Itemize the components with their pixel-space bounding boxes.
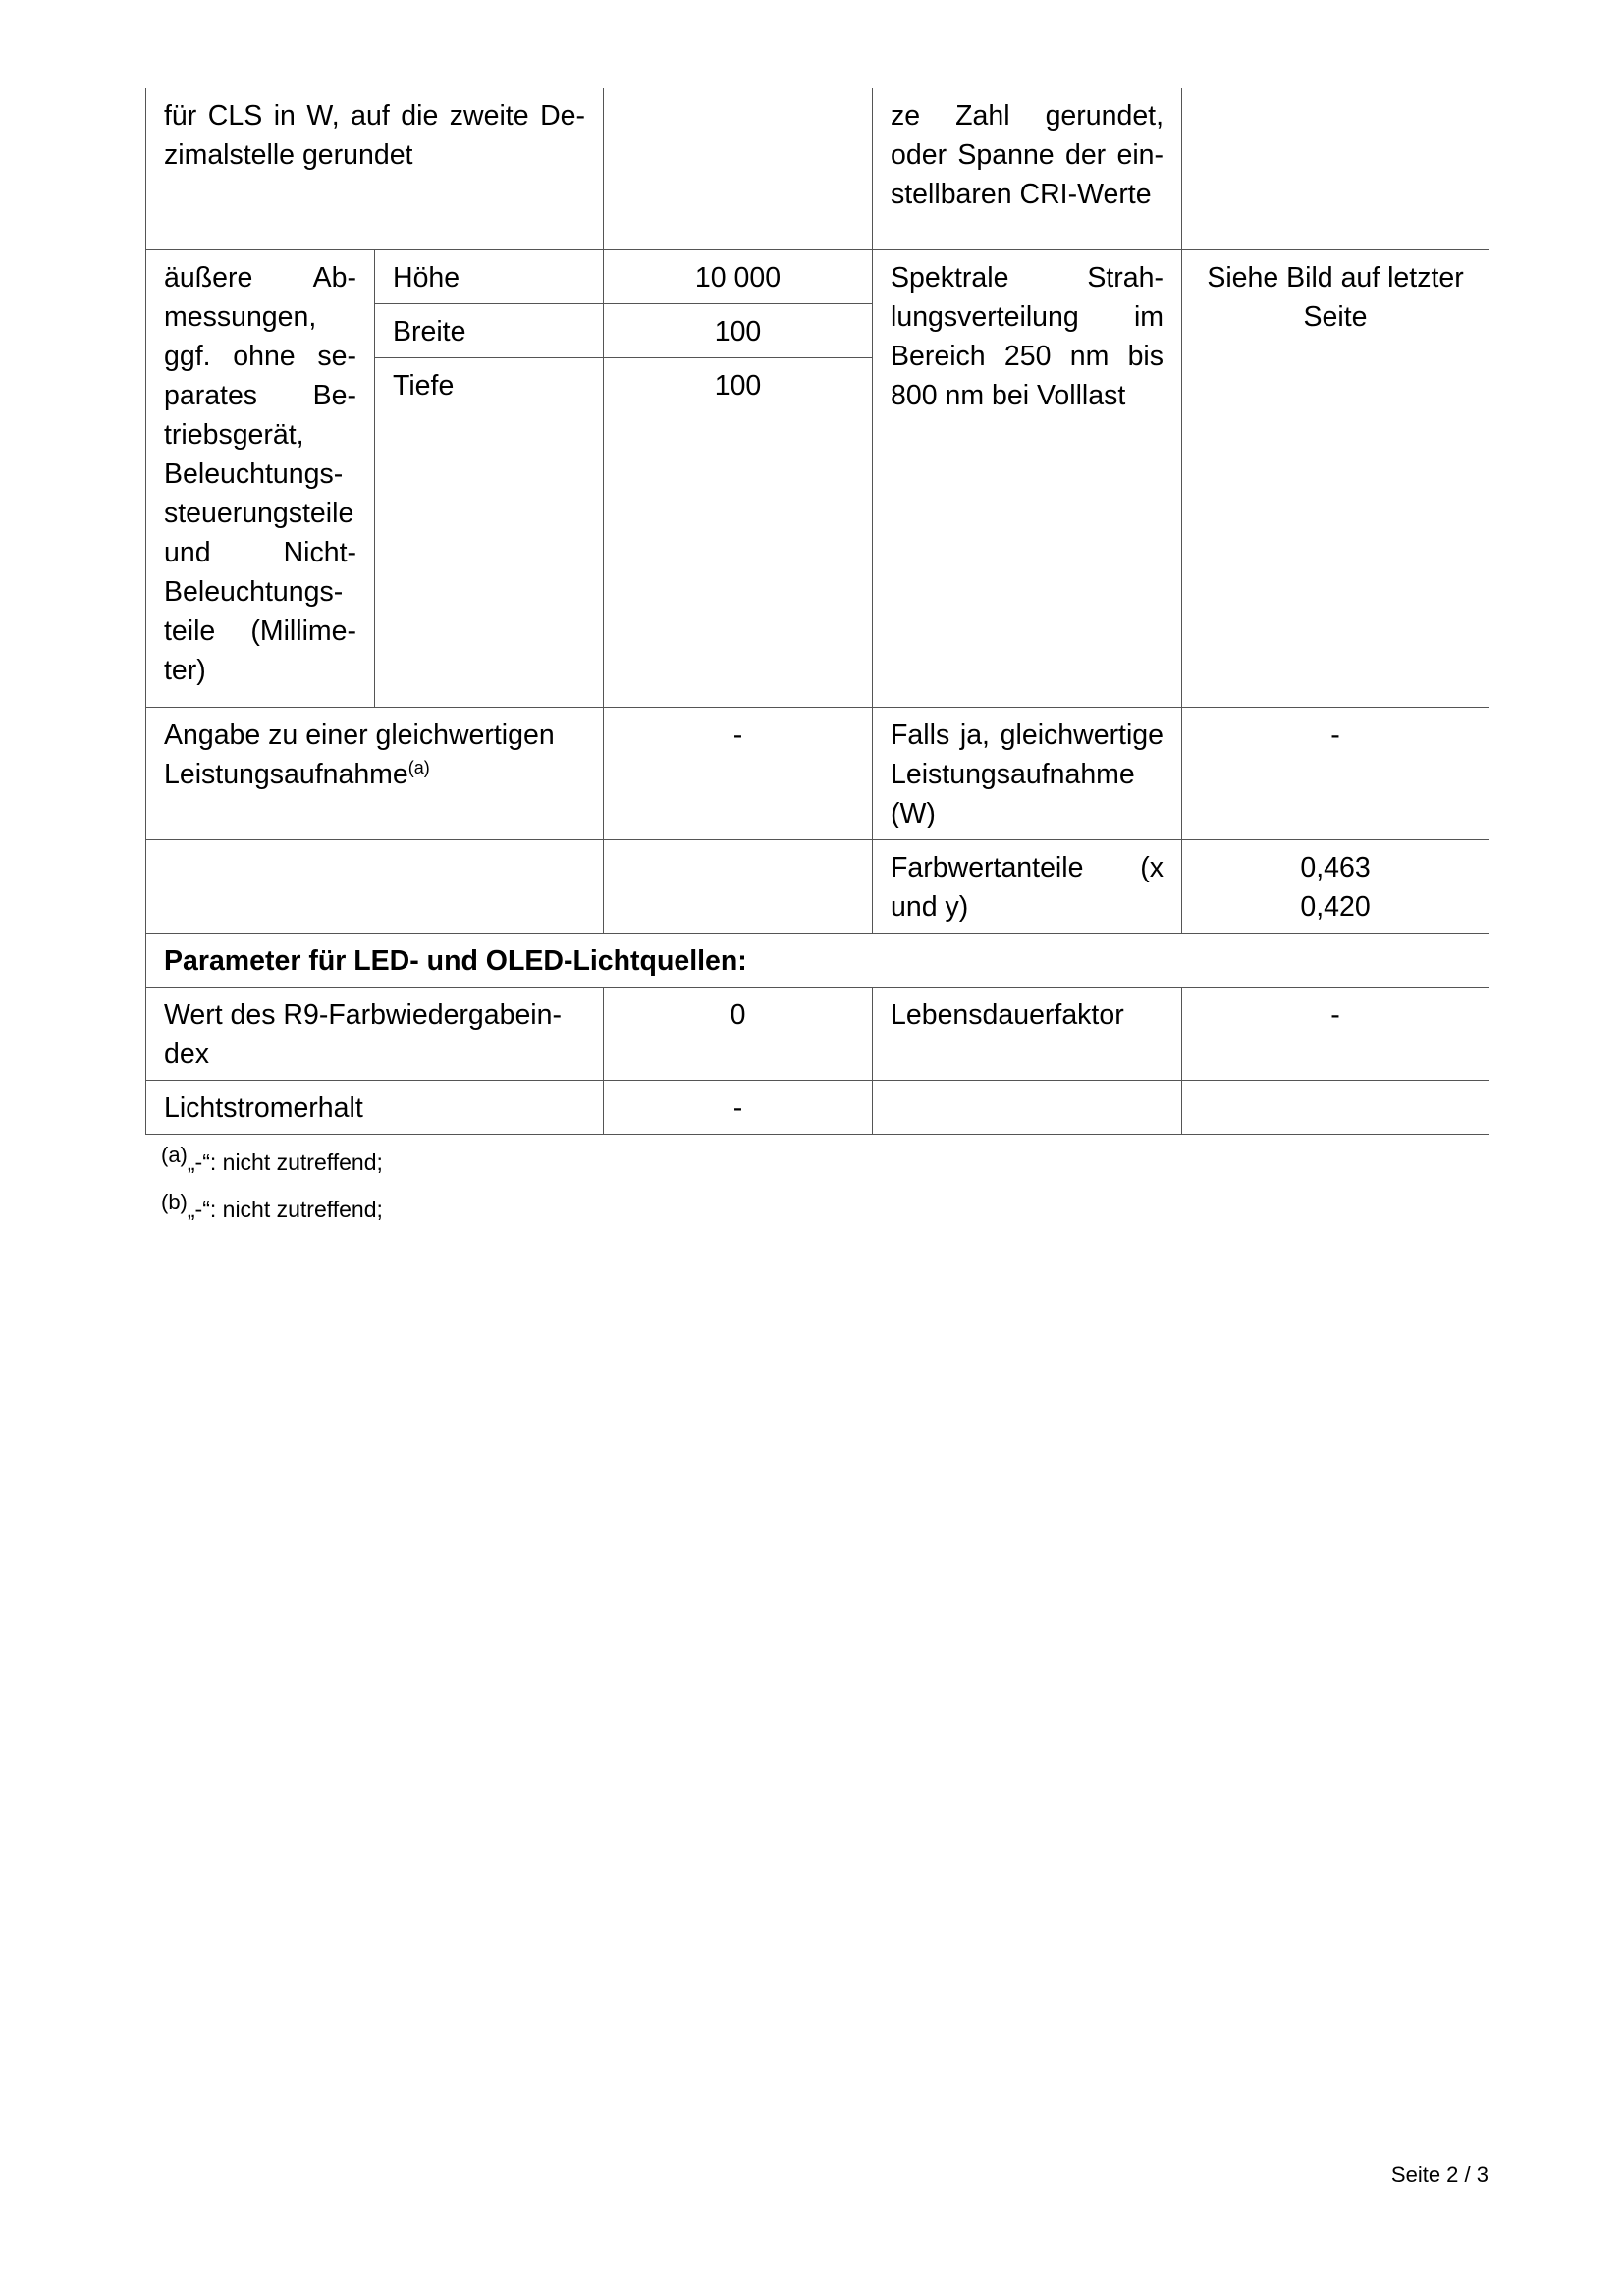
chromaticity-y: 0,420 (1300, 890, 1371, 923)
table-cell: - (1182, 707, 1489, 839)
table-cell (146, 839, 604, 933)
table-cell: Wert des R9-Farbwiedergabeindex (146, 987, 604, 1080)
table-row (146, 933, 1489, 987)
table-cell (1182, 88, 1489, 249)
footnote-text: „-“: nicht zutreffend; (187, 1196, 383, 1222)
dimension-value: 100 (604, 303, 873, 357)
table-cell: äußere Abmessungen, ggf. ohne separates Betriebsgerät, Beleuchtungssteuerungsteile und Nicht-Beleuchtungsteile (Millimeter) (146, 249, 375, 707)
table-cell: Farbwertanteile (x und y) (873, 839, 1182, 933)
table-cell: ze Zahl gerundet, oder Spanne der einstellbaren CRI-Werte (873, 88, 1182, 249)
document-page (145, 88, 1489, 1233)
table-row (146, 839, 1489, 933)
dimension-label: Tiefe (375, 357, 604, 707)
table-cell (604, 88, 873, 249)
table-cell (1182, 1080, 1489, 1134)
table-row (146, 249, 1489, 303)
table-cell (1182, 839, 1489, 933)
dimension-value: 100 (604, 357, 873, 707)
table-row (146, 1080, 1489, 1134)
table-row (146, 707, 1489, 839)
dimension-value: 10 000 (604, 249, 873, 303)
table-cell: - (1182, 987, 1489, 1080)
table-row (146, 88, 1489, 249)
page-number: Seite 2 / 3 (1390, 2163, 1489, 2187)
footnote-text: „-“: nicht zutreffend; (187, 1148, 383, 1175)
footnote-mark: (a) (161, 1142, 188, 1167)
dimension-label: Breite (375, 303, 604, 357)
parameter-table (145, 88, 1489, 1135)
table-cell: - (604, 707, 873, 839)
section-heading: Parameter für LED- und OLED-Lichtquellen: (146, 933, 1489, 987)
table-cell: Lebensdauerfaktor (873, 987, 1182, 1080)
table-cell: Siehe Bild auf letzter Seite (1182, 249, 1489, 707)
footnote (161, 1186, 1489, 1233)
table-cell: Spektrale Strahlungsverteilung im Bereich 250 nm bis 800 nm bei Volllast (873, 249, 1182, 707)
table-row (146, 987, 1489, 1080)
cell-text: Angabe zu einer gleichwertigen Leistungsaufnahme (164, 719, 555, 790)
table-cell: 0 (604, 987, 873, 1080)
dimension-label: Höhe (375, 249, 604, 303)
footnotes (145, 1139, 1489, 1233)
table-cell (873, 1080, 1182, 1134)
table-cell: - (604, 1080, 873, 1134)
table-cell (604, 839, 873, 933)
footnote (161, 1139, 1489, 1186)
table-cell: für CLS in W, auf die zweite Dezimalstelle gerundet (146, 88, 604, 249)
footnote-mark: (a) (407, 757, 430, 777)
footnote-mark: (b) (161, 1189, 188, 1214)
table-cell (146, 707, 604, 839)
table-cell: Lichtstromerhalt (146, 1080, 604, 1134)
chromaticity-x: 0,463 (1300, 851, 1371, 883)
table-cell: Falls ja, gleichwertige Leistungsaufnahme (W) (873, 707, 1182, 839)
